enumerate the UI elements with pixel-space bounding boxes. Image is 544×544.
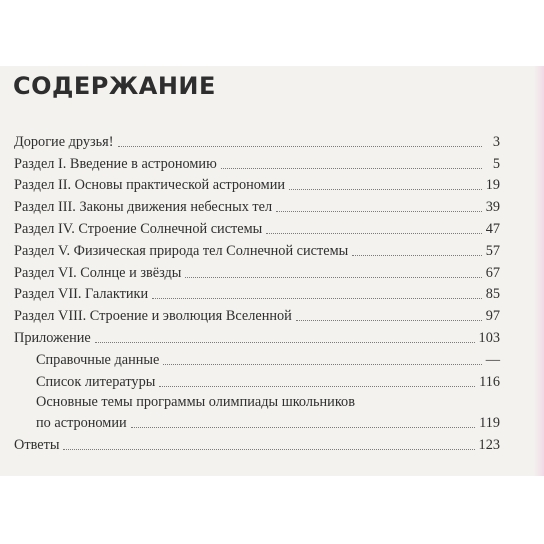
dot-leader bbox=[352, 255, 481, 256]
toc-entry-olympiad-topics-cont[interactable] bbox=[14, 411, 500, 433]
toc-entry-label: Раздел V. Физическая природа тел Солнечной системы bbox=[14, 242, 349, 259]
toc-entry-page: 85 bbox=[485, 286, 500, 303]
toc-entry-section-6[interactable] bbox=[14, 260, 500, 282]
toc-entry-label: Раздел I. Введение в астрономию bbox=[14, 155, 217, 172]
toc-entry-label: Дорогие друзья! bbox=[14, 133, 114, 150]
toc-entry-page: — bbox=[485, 351, 500, 368]
toc-entry-label: Список литературы bbox=[36, 373, 156, 390]
page-title: СОДЕРЖАНИЕ bbox=[13, 72, 216, 100]
toc-entry-page: 123 bbox=[478, 437, 500, 454]
dot-leader bbox=[163, 364, 481, 365]
toc-entry-label: Раздел VIII. Строение и эволюция Вселенной bbox=[14, 308, 292, 325]
toc-entry-appendix[interactable] bbox=[14, 325, 500, 347]
toc-entry-section-8[interactable] bbox=[14, 303, 500, 325]
toc-entry-section-1[interactable] bbox=[14, 151, 500, 173]
dot-leader bbox=[118, 146, 482, 147]
toc-entry-page: 119 bbox=[479, 415, 500, 432]
toc-entry-olympiad-topics[interactable] bbox=[14, 391, 500, 411]
dot-leader bbox=[159, 386, 475, 387]
toc-entry-page: 39 bbox=[485, 199, 500, 216]
dot-leader bbox=[185, 277, 481, 278]
toc-entry-page: 97 bbox=[485, 308, 500, 325]
toc-entry-section-4[interactable] bbox=[14, 216, 500, 238]
toc-entry-reference-data[interactable] bbox=[14, 347, 500, 369]
dot-leader bbox=[266, 233, 481, 234]
dot-leader bbox=[63, 449, 474, 450]
table-of-contents bbox=[14, 129, 500, 454]
toc-entry-label: Ответы bbox=[14, 437, 60, 454]
toc-entry-page: 116 bbox=[479, 373, 500, 390]
toc-entry-literature[interactable] bbox=[14, 369, 500, 391]
toc-entry-label-cont: по астрономии bbox=[36, 415, 127, 432]
toc-entry-label: Основные темы программы олимпиады школьников bbox=[36, 393, 355, 410]
toc-entry-label: Приложение bbox=[14, 329, 91, 346]
toc-entry-page: 47 bbox=[485, 220, 500, 237]
toc-entry-section-3[interactable] bbox=[14, 194, 500, 216]
toc-entry-answers[interactable] bbox=[14, 432, 500, 454]
toc-entry-dear-friends[interactable] bbox=[14, 129, 500, 151]
dot-leader bbox=[221, 168, 482, 169]
toc-entry-page: 57 bbox=[485, 242, 500, 259]
toc-entry-page: 103 bbox=[478, 329, 500, 346]
dot-leader bbox=[289, 189, 482, 190]
toc-entry-label: Раздел VII. Галактики bbox=[14, 286, 149, 303]
toc-entry-section-5[interactable] bbox=[14, 238, 500, 260]
dot-leader bbox=[152, 298, 482, 299]
dot-leader bbox=[296, 320, 482, 321]
toc-entry-label: Раздел III. Законы движения небесных тел bbox=[14, 199, 273, 216]
toc-entry-label: Раздел VI. Солнце и звёзды bbox=[14, 264, 182, 281]
dot-leader bbox=[131, 427, 475, 428]
toc-entry-label: Справочные данные bbox=[36, 351, 160, 368]
page-edge bbox=[534, 66, 544, 476]
toc-entry-page: 67 bbox=[485, 264, 500, 281]
toc-entry-page: 3 bbox=[492, 133, 500, 150]
dot-leader bbox=[95, 342, 475, 343]
toc-entry-page: 19 bbox=[485, 177, 500, 194]
toc-entry-page: 5 bbox=[492, 155, 500, 172]
toc-entry-section-2[interactable] bbox=[14, 173, 500, 195]
dot-leader bbox=[276, 211, 482, 212]
toc-entry-label: Раздел IV. Строение Солнечной системы bbox=[14, 220, 263, 237]
toc-entry-section-7[interactable] bbox=[14, 282, 500, 304]
toc-entry-label: Раздел II. Основы практической астрономии bbox=[14, 177, 286, 194]
